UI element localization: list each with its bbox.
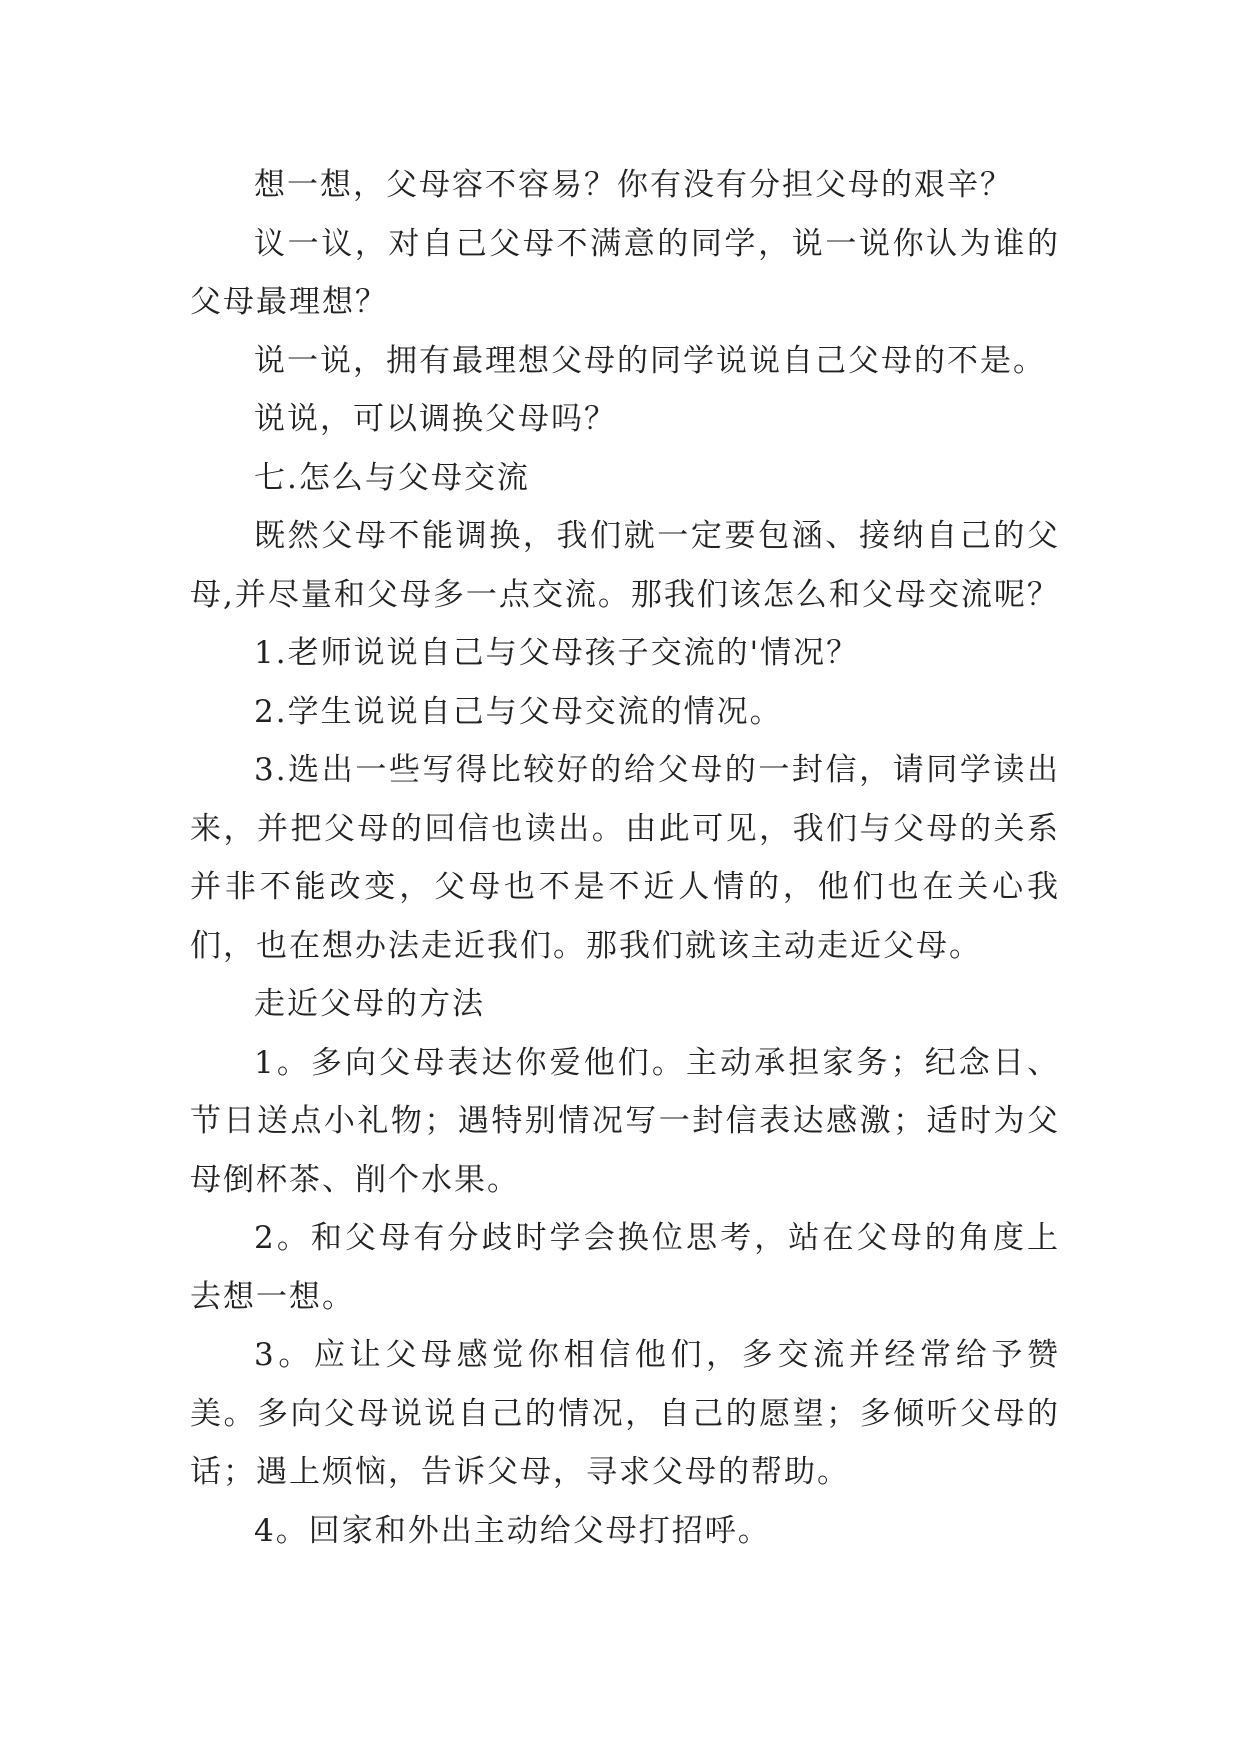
- paragraph-say: 说一说，拥有最理想父母的同学说说自己父母的不是。: [254, 342, 1046, 379]
- paragraph-discuss: 议一议，对自己父母不满意的同学，说一说你认为谁的父母最理想？: [190, 225, 1060, 320]
- section-heading-communicate: 七.怎么与父母交流: [254, 459, 530, 496]
- paragraph-swap-question: 说说，可以调换父母吗？: [254, 401, 617, 437]
- list-item-letters: 3.选出一些写得比较好的给父母的一封信，请同学读出来，并把父母的回信也读出。由此可见，我们与父母的关系并非不能改变，父母也不是不近人情的，他们也在关心我们，也在想办法走近我们。那我们就该主动走近父母。: [190, 752, 1060, 964]
- section-heading-methods: 走近父母的方法: [254, 986, 485, 1022]
- method-item-express-love: 1。多向父母表达你爱他们。主动承担家务；纪念日、节日送点小礼物；遇特别情况写一封信表达感激；适时为父母倒杯茶、削个水果。: [190, 1044, 1060, 1198]
- paragraph-accept-parents: 既然父母不能调换，我们就一定要包涵、接纳自己的父母,并尽量和父母多一点交流。那我们该怎么和父母交流呢？: [190, 518, 1060, 613]
- list-item-teacher: 1.老师说说自己与父母孩子交流的'情况？: [254, 635, 860, 671]
- method-item-trust: 3。应让父母感觉你相信他们，多交流并经常给予赞美。多向父母说说自己的情况，自己的愿望；多倾听父母的话；遇上烦恼，告诉父母，寻求父母的帮助。: [190, 1337, 1060, 1490]
- list-item-students: 2.学生说说自己与父母交流的情况。: [254, 693, 783, 730]
- method-item-greeting: 4。回家和外出主动给父母打招呼。: [254, 1512, 771, 1549]
- document-body: [190, 156, 1060, 1560]
- method-item-empathy: 2。和父母有分歧时学会换位思考，站在父母的角度上去想一想。: [190, 1220, 1060, 1315]
- paragraph-think: 想一想，父母容不容易？你有没有分担父母的艰辛？: [254, 167, 1013, 203]
